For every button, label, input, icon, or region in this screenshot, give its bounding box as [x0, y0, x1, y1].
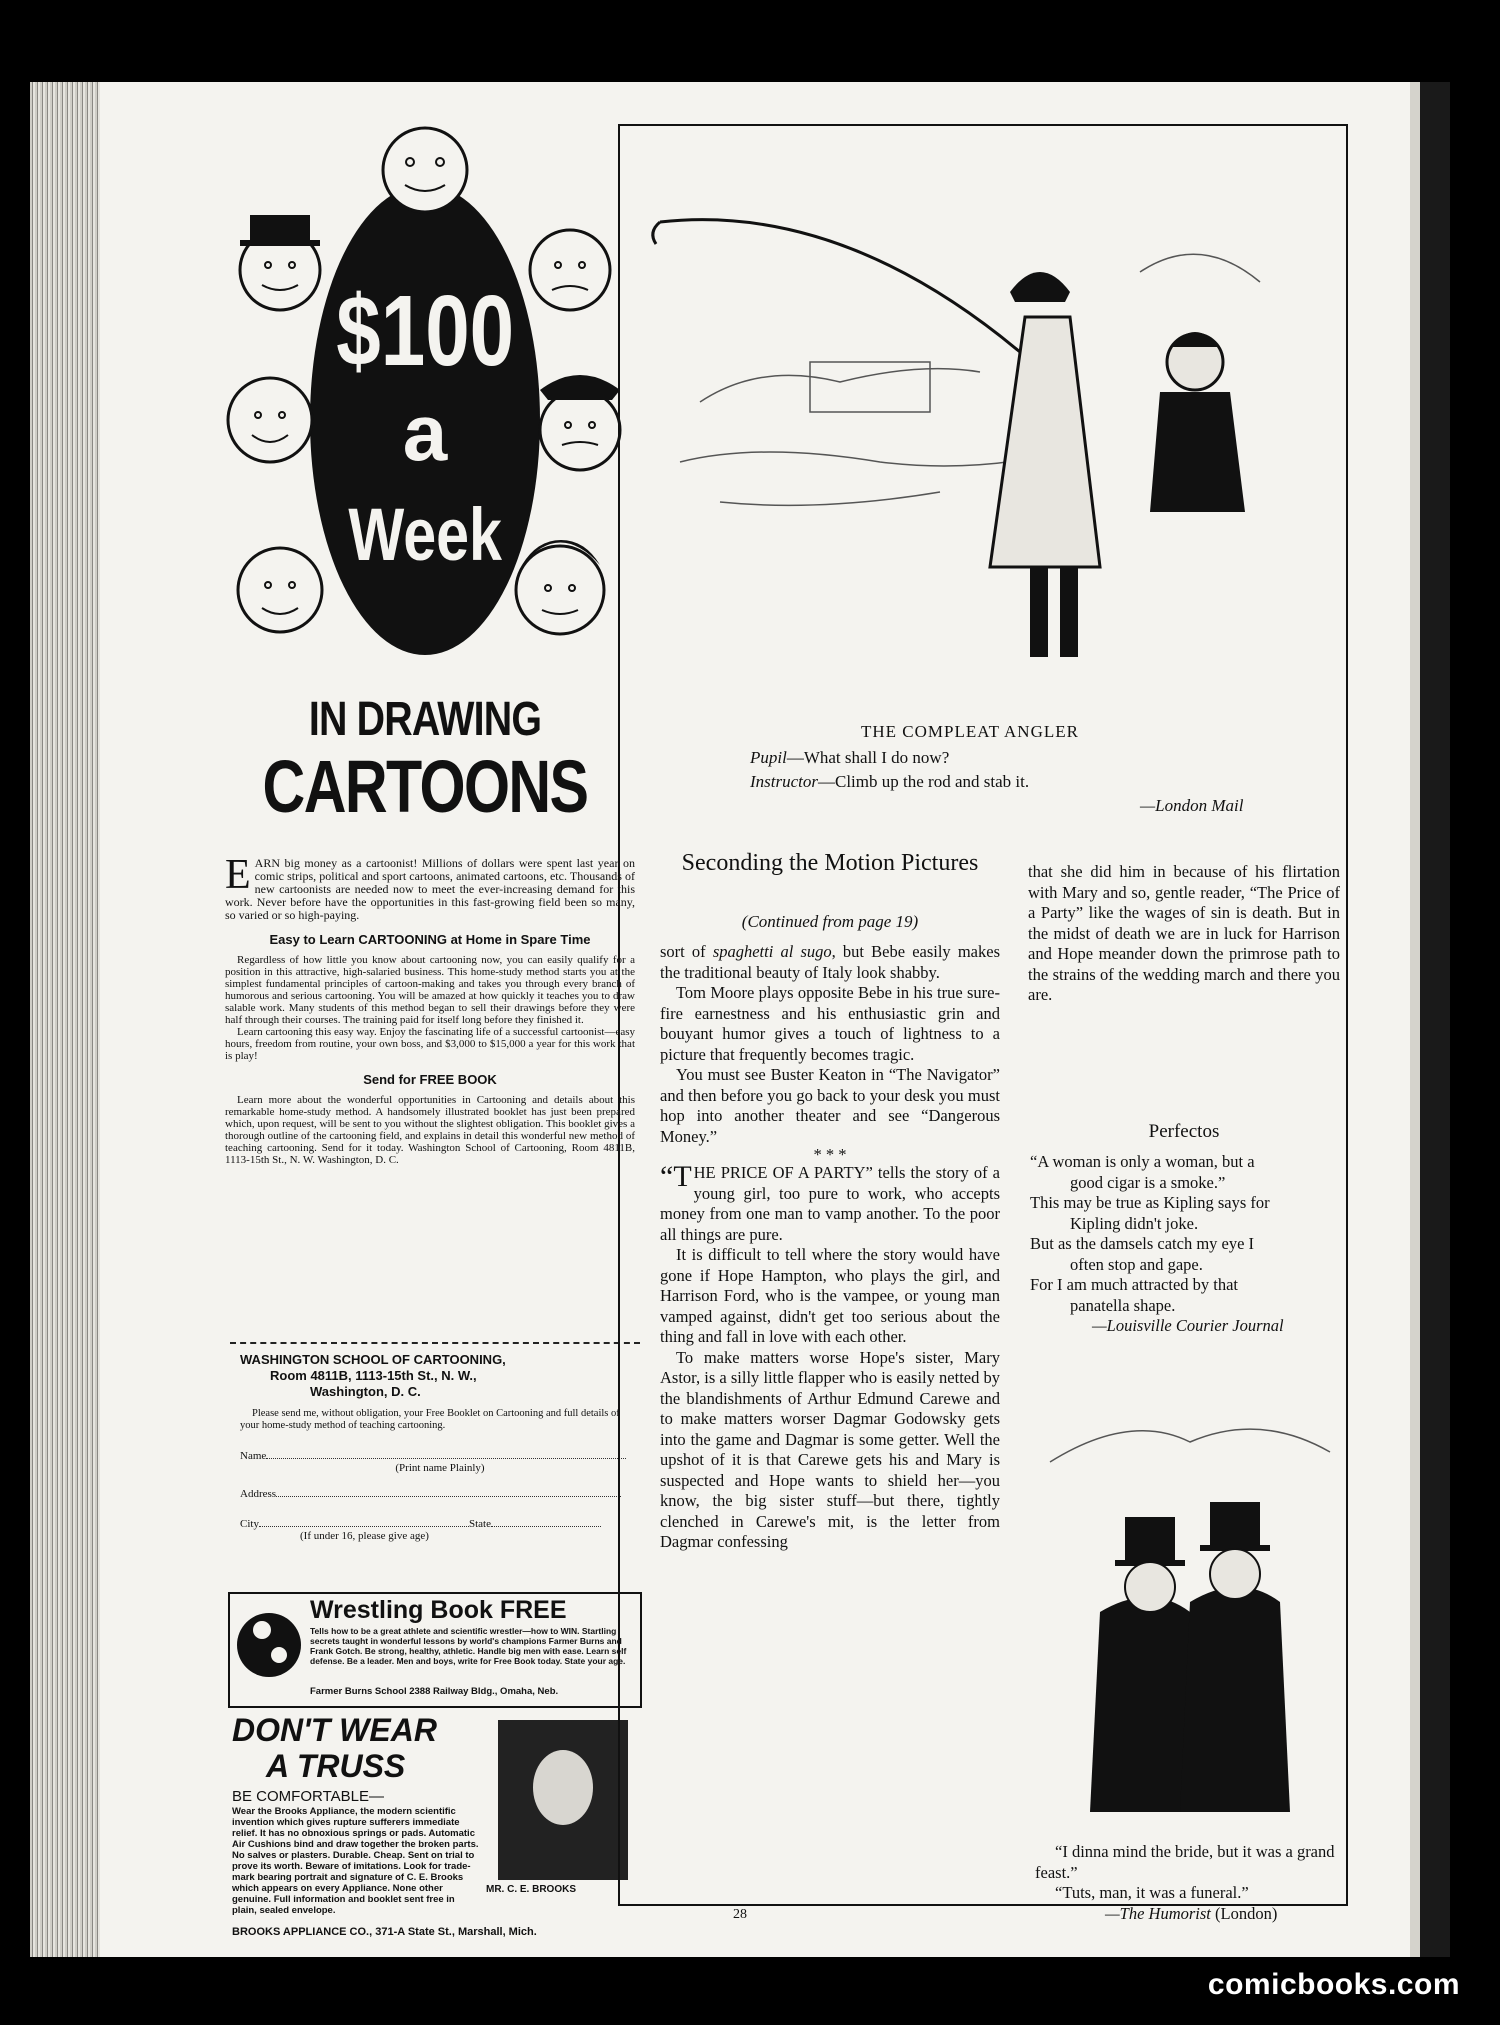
article-continued: (Continued from page 19) — [741, 912, 919, 931]
feast-line-2: “Tuts, man, it was a funeral.” — [1055, 1883, 1249, 1902]
watermark: comicbooks.com — [1207, 1968, 1460, 2001]
wrestlers-icon — [234, 1600, 304, 1695]
poem-line-3: But as the damsels catch my eye I — [1030, 1234, 1255, 1253]
age-hint: (If under 16, please give age) — [300, 1530, 429, 1542]
truss-sub: BE COMFORTABLE— — [232, 1788, 384, 1805]
wrestling-footer: Farmer Burns School 2388 Railway Bldg., Omaha, Neb. — [310, 1686, 559, 1697]
angler-line-2 — [750, 772, 1029, 792]
article-p1: sort of spaghetti al sugo, but Bebe easily makes the traditional beauty of Italy look shabby. — [660, 942, 1000, 982]
angler-cartoon — [640, 142, 1300, 707]
article-p6: To make matters worse Hope's sister, Mary Astor, is a silly little flapper who is easily netted by the blandishments of Arthur Edmund Carewe and to make matters worser Dagmar Godowsky gets into the game and Dagmar is some getter. Well the upshot of it is that Carewe gets his and Mary is suspected and Hope wants to shield her—you know, the big sister stuff—but there, tightly clenched in Carewe's mit, is the letter from Dagmar confessing — [660, 1347, 1000, 1551]
week-text: Week — [348, 493, 502, 577]
poem-source: —Louisville Courier Journal — [1092, 1316, 1284, 1335]
ad-headline-1: IN DRAWING — [308, 693, 542, 746]
article-p4: “THE PRICE OF A PARTY” tells the story of a young girl, too pure to work, who accepts money from one man to vamp another. To the poor all things are pure. — [660, 1160, 1000, 1244]
article-column-2 — [1028, 862, 1340, 1006]
coupon-city: Washington, D. C. — [310, 1384, 421, 1399]
feast-source: —The Humorist — [1105, 1903, 1211, 1923]
article-stars: * * * — [813, 1145, 847, 1164]
name-label: Name — [240, 1450, 267, 1462]
poem-title: Perfectos — [1148, 1121, 1220, 1142]
cartoon-faces-oval — [210, 120, 640, 680]
ad-subhead-2: Send for FREE BOOK — [363, 1072, 497, 1087]
wrestling-ad — [228, 1592, 642, 1708]
ad-para-1: Regardless of how little you know about cartooning now, you can easily qualify for a position in this attractive, high-salaried business. This home-study method starts you at the simplest fundamental principles of cartoon-making and takes you through every branch of humorous and serious cartooning. You will be amazed at how quickly it teaches you to draw salable work. Many students of this method began to sell their drawings before they were half through their courses. The training paid for itself long before they finished it. — [225, 954, 635, 1026]
truss-body: Wear the Brooks Appliance, the modern scientific invention which gives rupture sufferers immediate relief. It has no obnoxious springs or pads. Automatic Air Cushions bind and draw together the broken parts. No salves or plasters. Durable. Cheap. Sent on trial to prove its worth. Beware of imitations. Look for trade-mark bearing portrait and signature of C. E. Brooks which appears on every Appliance. None other genuine. Full information and booklet sent free in plain, sealed envelope. — [232, 1806, 479, 1916]
state-label: State — [468, 1518, 491, 1530]
name-field[interactable] — [240, 1450, 640, 1462]
price-text: $100 — [336, 275, 515, 388]
address-field[interactable] — [240, 1488, 640, 1500]
city-state-field[interactable] — [240, 1518, 640, 1530]
drop-cap: E — [225, 852, 251, 898]
scotsmen-cartoon — [1040, 1402, 1340, 1822]
ad-para-2: Learn cartooning this easy way. Enjoy the fascinating life of a successful cartoonist—easy hours, freedom from routine, your own boss, and $3,000 to $15,000 a year for this work that is play! — [225, 1026, 635, 1062]
poem-line-4: For I am much attracted by that — [1030, 1275, 1239, 1294]
poem-line-2: This may be true as Kipling says for — [1030, 1193, 1270, 1212]
poem-line-4b: panatella shape. — [1070, 1295, 1176, 1315]
poem-body — [1030, 1152, 1342, 1337]
cartoon-ad-illustration — [210, 120, 640, 680]
page-number: 28 — [733, 1907, 747, 1922]
ad-para-3: Learn more about the wonderful opportunities in Cartooning and details about this remarkable home-study method. A handsomely illustrated booklet has just been prepared which, upon request, will be sent to you without the slightest obligation. This booklet gives a thorough outline of the cartooning field, and explains in detail this wonderful new method of teaching cartooning. Send for it today. Washington School of Cartooning, Room 4811B, 1113-15th St., N. W. Washington, D. C. — [225, 1094, 635, 1166]
truss-footer: BROOKS APPLIANCE CO., 371-A State St., Marshall, Mich. — [232, 1926, 537, 1938]
intro-text: ARN big money as a cartoonist! Millions of dollars were spent last year on comic strips, political and sport cartoons, animated cartoons, etc. Thousands of new cartoonists are needed now to meet the ever-increasing demand for this work. Never before have the opportunities in this fast-growing field been so many, so varied or so high-paying. — [225, 856, 635, 922]
feast-caption: “I dinna mind the bride, but it was a grand feast.” “Tuts, man, it was a funeral.” —The Humorist (London) — [1035, 1842, 1340, 1924]
coupon-cut-line — [230, 1342, 640, 1344]
brooks-portrait — [498, 1720, 628, 1880]
portrait-caption: MR. C. E. BROOKS — [486, 1884, 577, 1895]
ad-subhead-1: Easy to Learn CARTOONING at Home in Spare Time — [269, 932, 591, 947]
article-p5: It is difficult to tell where the story would have gone if Hope Hampton, who plays the girl, and Harrison Ford, who is the vampee, or young man vamped against, didn't get too serious about the thing and fall in love with each other. — [660, 1245, 1000, 1346]
angler-title: THE COMPLEAT ANGLER — [861, 722, 1079, 741]
feast-line-1: “I dinna mind the bride, but it was a grand feast.” — [1035, 1842, 1335, 1882]
a-text: a — [402, 388, 448, 477]
ad-intro — [225, 852, 635, 1166]
article-title: Seconding the Motion Pictures — [681, 850, 979, 876]
poem-line-2b: Kipling didn't joke. — [1070, 1213, 1199, 1233]
truss-title-2: A TRUSS — [266, 1748, 406, 1784]
instructor-text: —Climb up the rod and stab it. — [818, 772, 1030, 791]
ad-headline-2: CARTOONS — [262, 745, 588, 828]
facing-page-edge — [1410, 82, 1420, 1957]
book-spine-shadow — [1420, 82, 1450, 1957]
name-hint: (Print name Plainly) — [395, 1462, 485, 1474]
book-page-edges — [30, 82, 100, 1957]
truss-title-1: DON'T WEAR — [232, 1712, 437, 1748]
poem-line-1b: good cigar is a smoke.” — [1070, 1172, 1226, 1192]
angler-source: —London Mail — [1140, 796, 1244, 815]
article-p2: Tom Moore plays opposite Bebe in his true sure-fire earnestness and his enthusiastic grin and bouyant humor gives a touch of lightness to a picture that frequently becomes tragic. — [660, 983, 1000, 1064]
coupon-text: Please send me, without obligation, your Free Booklet on Cartooning and full details of your home-study method of teaching cartooning. — [240, 1408, 620, 1431]
pupil-label: Pupil — [750, 748, 787, 767]
coupon — [240, 1352, 640, 1542]
coupon-room: Room 4811B, 1113-15th St., N. W., — [270, 1368, 477, 1383]
wrestling-body: Tells how to be a great athlete and scientific wrestler—how to WIN. Startling secrets taught in wonderful lessons by world's champions Farmer Burns and Frank Gotch. Be strong, healthy, athletic. Handle big men with ease. Learn self defense. Be a leader. Men and boys, write for Free Book today. State your age. — [310, 1626, 627, 1666]
article-p3: You must see Buster Keaton in “The Navigator” and then before you go back to your desk you must hop into another theater and see “Dangerous Money.” — [660, 1065, 1000, 1146]
city-label: City — [240, 1518, 259, 1530]
wrestling-title: Wrestling Book FREE — [310, 1596, 567, 1624]
coupon-school: WASHINGTON SCHOOL OF CARTOONING, — [240, 1352, 506, 1367]
article-column-1 — [660, 942, 1000, 1553]
article-p7: that she did him in because of his flirtation with Mary and so, gentle reader, “The Price of a Party” like the wages of sin is death. But in the midst of death we are in luck for Harrison and Hope meander down the primrose path to the strains of the wedding march and there you are. — [1028, 862, 1340, 1004]
address-label: Address — [240, 1488, 277, 1500]
poem-line-1: “A woman is only a woman, but a — [1030, 1152, 1255, 1171]
instructor-label: Instructor — [750, 772, 818, 791]
poem-line-3b: often stop and gape. — [1070, 1254, 1203, 1274]
angler-line-1 — [750, 748, 949, 768]
pupil-text: —What shall I do now? — [786, 748, 950, 767]
magazine-page — [30, 82, 1450, 1957]
